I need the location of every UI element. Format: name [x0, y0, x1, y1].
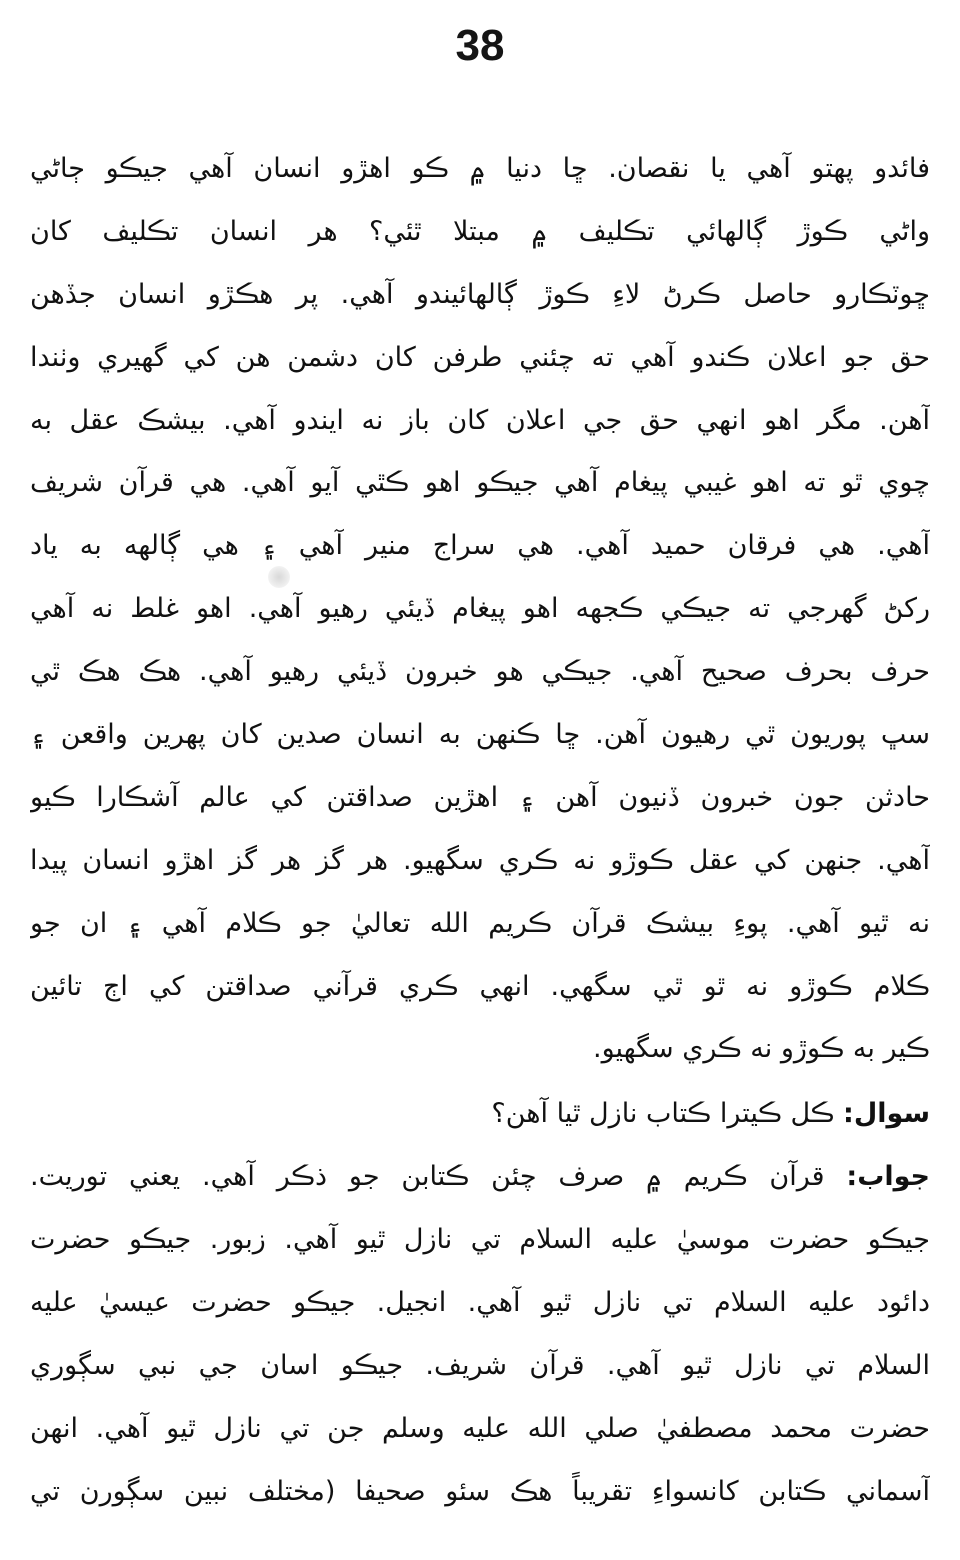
body-text — [30, 138, 930, 1524]
question-text: ڪل ڪيترا ڪتاب نازل ٿيا آهن؟ — [491, 1098, 835, 1130]
answer-line: آسماني ڪتابن کانسواءِ تقريباً هڪ سئو صحيفا (مختلف نبين سڳورن تي — [30, 1475, 930, 1507]
text-line: آهن. مگر اهو انهي حق جي اعلان کان باز نه ايندو آهي. بيشڪ عقل به — [30, 404, 930, 436]
answer-line: حضرت محمد مصطفيٰ صلي الله عليه وسلم جن تي نازل ٿيو آهي. انهن — [30, 1412, 930, 1444]
text-line: حادثن جون خبرون ڏنيون آهن ۽ اهڙين صداقتن کي عالم آشڪارا ڪيو — [30, 781, 930, 813]
text-line: فائدو پهتو آهي يا نقصان. ڇا دنيا ۾ ڪو اهڙو انسان آهي جيڪو ڄاڻي — [30, 153, 930, 184]
answer-first-line — [30, 1146, 930, 1209]
text-line: حرف بحرف صحيح آهي. جيڪي هو خبرون ڏيئي رهيو آهي. هڪ هڪ ٿي — [30, 656, 930, 688]
page-number: 38 — [455, 21, 505, 70]
answer-line: جيڪو حضرت موسيٰ عليه السلام تي نازل ٿيو آهي. زبور. جيڪو حضرت — [30, 1224, 930, 1256]
text-line: ڇوٽڪارو حاصل ڪرڻ لاءِ ڪوڙ ڳالهائيندو آهي. پر هڪڙو انسان جڏهن — [30, 278, 930, 310]
question-label: سوال: — [843, 1098, 930, 1130]
text-line: نه ٿيو آهي. پوءِ بيشڪ قرآن ڪريم الله تعاليٰ جو ڪلام آهي ۽ ان جو — [30, 907, 930, 939]
answer-label: جواب: — [846, 1161, 930, 1193]
answer-text: قرآن ڪريم ۾ صرف چئن ڪتابن جو ذڪر آهي. يعني توريت. — [30, 1161, 825, 1193]
text-line: سڀ پوريون ٿي رهيون آهن. ڇا ڪنهن به انسان صدين کان پهرين واقعن ۽ — [30, 719, 930, 751]
question-line — [30, 1083, 930, 1146]
text-line: چوي ٿو ته اهو غيبي پيغام آهي جيڪو اهو ڪٿي آيو آهي. هي قرآن شريف — [30, 467, 930, 499]
answer-line: دائود عليه السلام تي نازل ٿيو آهي. انجيل. جيڪو حضرت عيسيٰ عليه — [30, 1287, 930, 1319]
text-line: آهي. جنهن کي عقل ڪوڙو نه ڪري سگهيو. هر گز هر گز اهڙو انسان پيدا — [30, 844, 930, 876]
text-line: حق جو اعلان ڪندو آهي ته چئني طرفن کان دشمن هن کي گهيري وٺندا — [30, 341, 930, 373]
text-line-paragraph-end: ڪير به ڪوڙو نه ڪري سگهيو. — [593, 1033, 930, 1065]
answer-line: السلام تي نازل ٿيو آهي. قرآن شريف. جيڪو اسان جي نبي سڳوري — [30, 1349, 930, 1381]
text-line: آهي. هي فرقان حميد آهي. هي سراج منير آهي ۽ هي ڳالهه به ياد — [30, 530, 930, 562]
text-line: رکڻ گهرجي ته جيڪي ڪجهه اهو پيغام ڏيئي رهيو آهي. اهو غلط نه آهي — [30, 593, 930, 625]
text-line: واڻي ڪوڙ ڳالهائي تڪليف ۾ مبتلا ٿئي؟ هر انسان تڪليف کان — [30, 215, 930, 247]
text-line: ڪلام ڪوڙو نه ٿو ٿي سگهي. انهي ڪري قرآني صداقتن کي اڄ تائين — [30, 970, 930, 1002]
